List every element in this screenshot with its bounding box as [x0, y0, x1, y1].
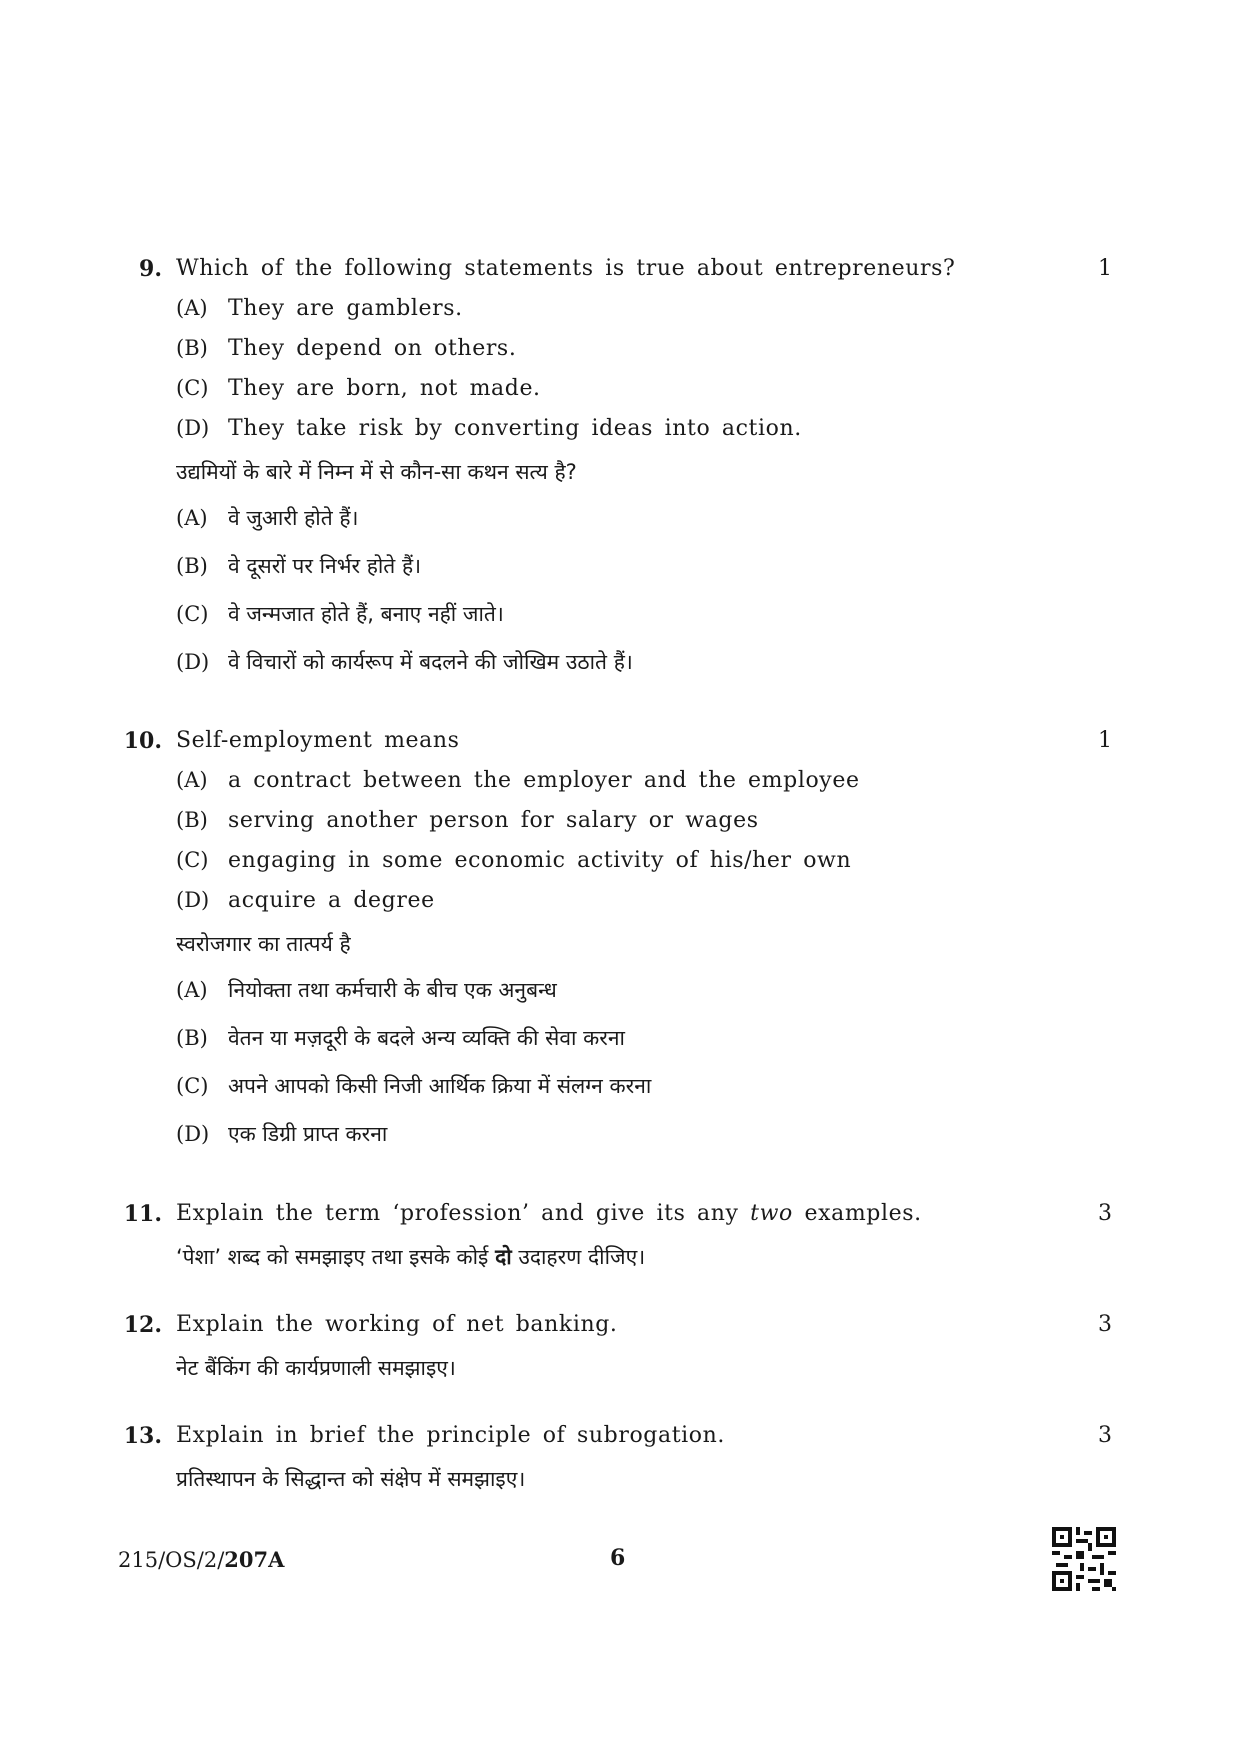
question-text: Explain the working of net banking.	[176, 1312, 618, 1337]
question-text: Self-employment means	[176, 728, 460, 753]
hindi-question-text: उद्यमियों के बारे में निम्न में से कौन-सा कथन सत्य है?	[176, 460, 577, 484]
paper-code	[118, 1547, 284, 1572]
option-text: वे विचारों को कार्यरूप में बदलने की जोखिम उठाते हैं।	[228, 650, 633, 674]
question-text-part: examples.	[792, 1201, 922, 1226]
option-label: (B)	[176, 808, 208, 832]
option-text: वे जन्मजात होते हैं, बनाए नहीं जाते।	[228, 602, 504, 626]
question-header	[0, 724, 1241, 764]
question-text-part: Explain the term ‘profession’ and give its any	[176, 1201, 751, 1226]
question-9	[0, 252, 1241, 690]
hindi-question-text: प्रतिस्थापन के सिद्धान्त को संक्षेप में समझाइए।	[176, 1467, 526, 1491]
option-label: (A)	[176, 978, 208, 1002]
hindi-question	[0, 1459, 1241, 1505]
question-number: 13.	[123, 1423, 162, 1449]
hindi-option-c	[0, 594, 1241, 642]
option-label: (A)	[176, 506, 208, 530]
option-a	[0, 292, 1241, 332]
option-a	[0, 764, 1241, 804]
hindi-option-d	[0, 1114, 1241, 1162]
option-label: (C)	[176, 848, 209, 872]
option-text: अपने आपको किसी निजी आर्थिक क्रिया में संलग्न करना	[228, 1074, 652, 1098]
option-label: (B)	[176, 1026, 208, 1050]
question-marks: 1	[1098, 256, 1112, 281]
option-label: (C)	[176, 602, 209, 626]
question-marks: 1	[1098, 728, 1112, 753]
hindi-question	[0, 452, 1241, 498]
option-label: (D)	[176, 888, 210, 912]
option-text: वे जुआरी होते हैं।	[228, 506, 359, 530]
option-label: (A)	[176, 296, 208, 320]
option-d	[0, 884, 1241, 924]
hindi-option-a	[0, 970, 1241, 1018]
question-text	[176, 1201, 922, 1226]
question-number: 9.	[139, 256, 162, 282]
option-text: acquire a degree	[228, 888, 435, 913]
question-header	[0, 1197, 1241, 1237]
question-header	[0, 1308, 1241, 1348]
option-label: (D)	[176, 416, 210, 440]
option-label: (D)	[176, 650, 210, 674]
option-text: They take risk by converting ideas into action.	[228, 416, 802, 441]
hindi-question	[0, 924, 1241, 970]
question-number: 12.	[123, 1312, 162, 1338]
hindi-question	[0, 1237, 1241, 1283]
option-text: They are gamblers.	[228, 296, 463, 321]
paper-code-bold: 207A	[224, 1547, 285, 1572]
question-header	[0, 1419, 1241, 1459]
option-text: एक डिग्री प्राप्त करना	[228, 1122, 388, 1146]
option-text: वेतन या मज़दूरी के बदले अन्य व्यक्ति की सेवा करना	[228, 1026, 625, 1050]
option-b	[0, 332, 1241, 372]
qr-code-icon	[1052, 1527, 1116, 1591]
hindi-option-b	[0, 546, 1241, 594]
hindi-text-part: ‘पेशा’ शब्द को समझाइए तथा इसके कोई	[176, 1245, 496, 1269]
option-text: वे दूसरों पर निर्भर होते हैं।	[228, 554, 422, 578]
question-number: 10.	[123, 728, 162, 754]
question-text: Which of the following statements is true about entrepreneurs?	[176, 256, 956, 281]
option-text: They depend on others.	[228, 336, 517, 361]
page-number: 6	[610, 1545, 626, 1571]
hindi-question	[0, 1348, 1241, 1394]
option-label: (D)	[176, 1122, 210, 1146]
option-label: (C)	[176, 376, 209, 400]
hindi-question-text: नेट बैंकिंग की कार्यप्रणाली समझाइए।	[176, 1356, 456, 1380]
paper-code-prefix: 215/OS/2/	[118, 1548, 225, 1572]
option-label: (B)	[176, 554, 208, 578]
option-c	[0, 844, 1241, 884]
question-13	[0, 1419, 1241, 1505]
option-text: They are born, not made.	[228, 376, 541, 401]
question-10	[0, 724, 1241, 1162]
option-text: नियोक्ता तथा कर्मचारी के बीच एक अनुबन्ध	[228, 978, 557, 1002]
question-text: Explain in brief the principle of subrogation.	[176, 1423, 725, 1448]
option-c	[0, 372, 1241, 412]
hindi-text-bold: दो	[495, 1245, 512, 1269]
option-text: serving another person for salary or wages	[228, 808, 759, 833]
question-marks: 3	[1098, 1201, 1112, 1226]
question-11	[0, 1197, 1241, 1283]
hindi-text-part: उदाहरण दीजिए।	[511, 1245, 646, 1269]
option-text: a contract between the employer and the employee	[228, 768, 860, 793]
question-marks: 3	[1098, 1312, 1112, 1337]
hindi-question-text: स्वरोजगार का तात्पर्य है	[176, 932, 351, 956]
option-label: (C)	[176, 1074, 209, 1098]
question-number: 11.	[123, 1201, 162, 1227]
question-marks: 3	[1098, 1423, 1112, 1448]
hindi-option-d	[0, 642, 1241, 690]
hindi-option-b	[0, 1018, 1241, 1066]
option-label: (A)	[176, 768, 208, 792]
option-d	[0, 412, 1241, 452]
option-label: (B)	[176, 336, 208, 360]
question-12	[0, 1308, 1241, 1394]
hindi-question-text	[176, 1243, 645, 1271]
option-text: engaging in some economic activity of his/her own	[228, 848, 852, 873]
hindi-option-c	[0, 1066, 1241, 1114]
option-b	[0, 804, 1241, 844]
question-text-emphasis: two	[750, 1201, 793, 1226]
question-header	[0, 252, 1241, 292]
hindi-option-a	[0, 498, 1241, 546]
